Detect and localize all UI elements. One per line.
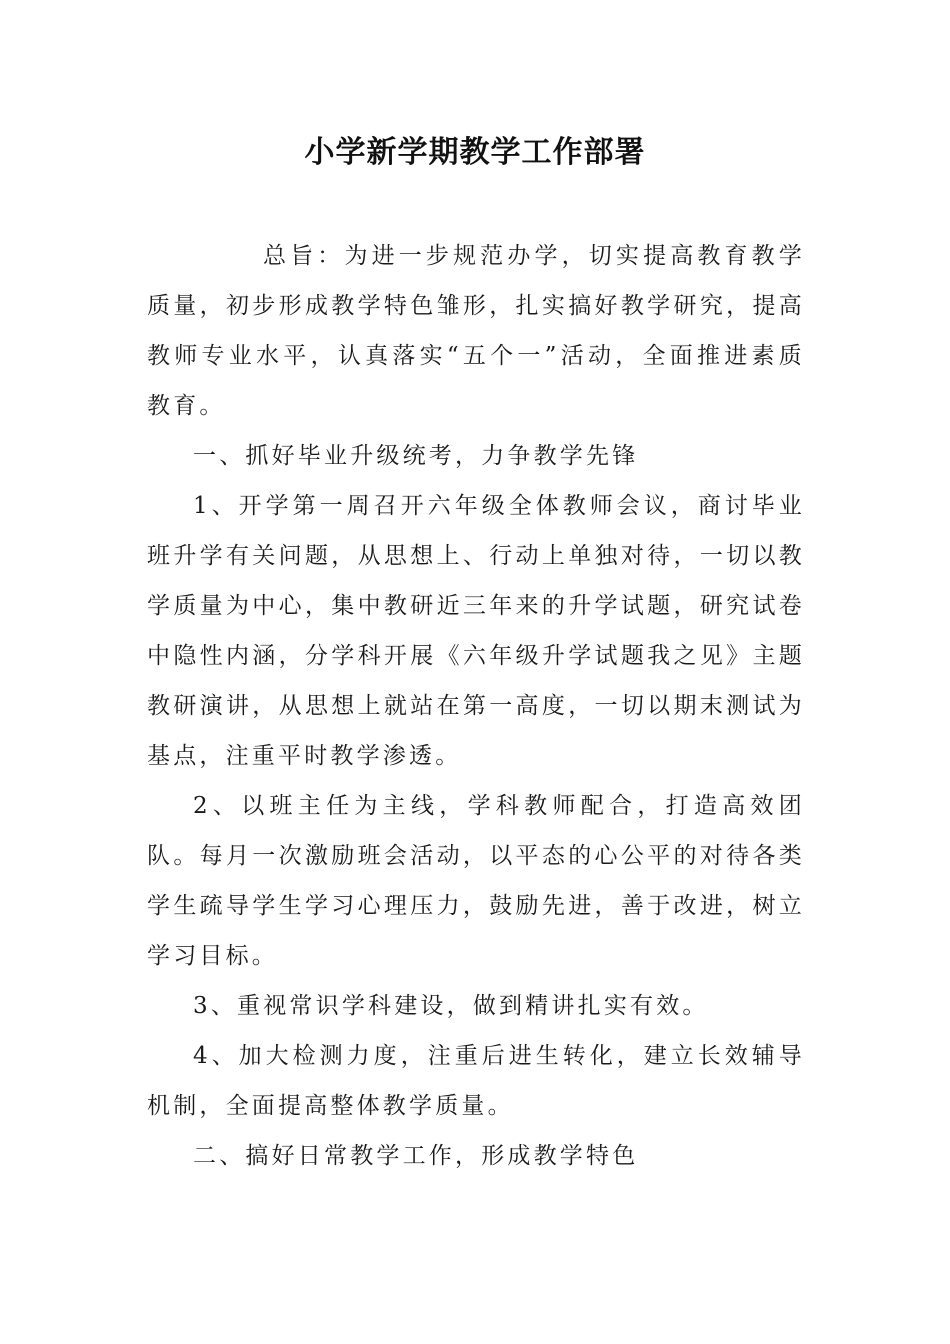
paragraph-item-1: 1、开学第一周召开六年级全体教师会议，商讨毕业班升学有关问题，从思想上、行动上单独对待，一切以教学质量为中心，集中教研近三年来的升学试题，研究试卷中隐性内涵，分学科开展《六年级升学试题我之见》主题教研演讲，从思想上就站在第一高度，一切以期末测试为基点，注重平时教学渗透。 xyxy=(147,493,805,769)
paragraph-item-4: 4、加大检测力度，注重后进生转化，建立长效辅导机制，全面提高整体教学质量。 xyxy=(147,1043,805,1119)
paragraph-item-3: 3、重视常识学科建设，做到精讲扎实有效。 xyxy=(193,993,709,1019)
paragraph-intro: 总旨：为进一步规范办学，切实提高教育教学质量，初步形成教学特色雏形，扎实搞好教学研究，提高教师专业水平，认真落实“五个一”活动，全面推进素质教育。 xyxy=(147,243,805,419)
document-body xyxy=(147,231,805,1181)
section-heading-2: 二、搞好日常教学工作，形成教学特色 xyxy=(193,1143,639,1169)
paragraph-item-2: 2、以班主任为主线，学科教师配合，打造高效团队。每月一次激励班会活动，以平态的心公平的对待各类学生疏导学生学习心理压力，鼓励先进，善于改进，树立学习目标。 xyxy=(147,793,805,969)
document-title: 小学新学期教学工作部署 xyxy=(304,135,646,170)
section-heading-1: 一、抓好毕业升级统考，力争教学先锋 xyxy=(193,443,639,469)
